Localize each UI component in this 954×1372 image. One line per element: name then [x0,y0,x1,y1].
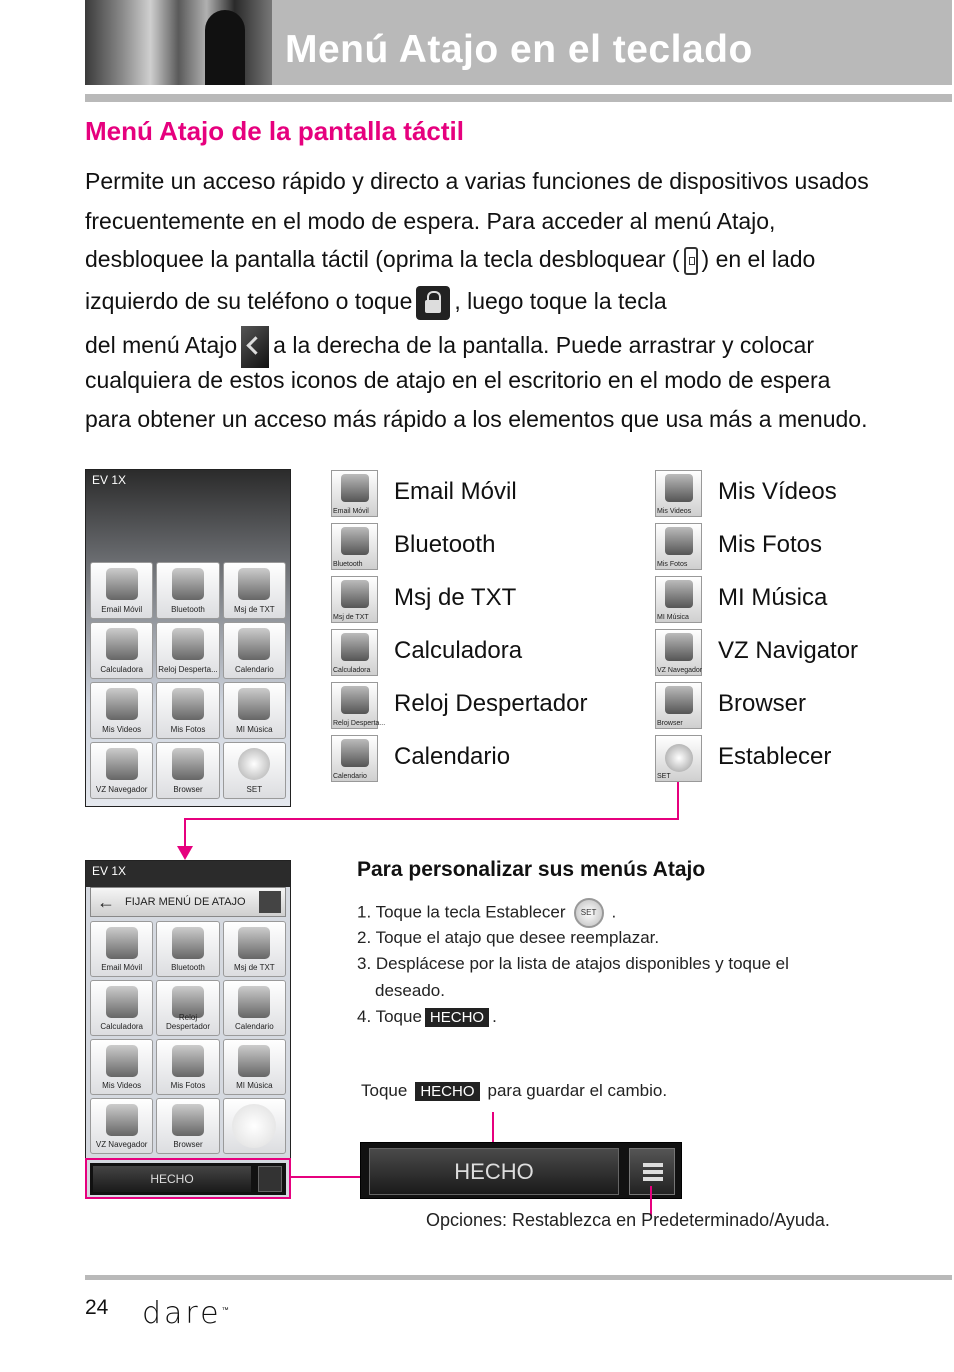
shortcut-cell-label: Browser [173,1140,203,1149]
shortcut-cell[interactable] [156,682,219,739]
done-button[interactable]: HECHO [93,1166,251,1192]
shortcut-cell-label: Email Móvil [101,605,143,614]
page-title: Menú Atajo en el teclado [285,28,753,71]
shortcut-cell[interactable] [223,1039,286,1095]
connector-arrow-icon [177,846,193,860]
shortcut-label: Mis Vídeos [718,478,837,505]
status-bar [86,861,290,883]
intro-line-6: cualquiera de estos iconos de atajo en el escritorio en el modo de espera [85,367,831,393]
shortcut-icon [172,927,204,959]
shortcut-icon-caption: Calculadora [333,667,371,674]
shortcut-icon [106,568,138,600]
shortcut-glyph-icon [341,686,369,714]
shortcut-icon-caption: Mis Fotos [657,561,688,568]
shortcut-cell-label: Calculadora [100,1022,144,1031]
shortcut-cell[interactable] [156,1039,219,1095]
intro-line-2: frecuentemente en el modo de espera. Para acceder al menú Atajo, [85,208,776,234]
shortcut-icon-caption: Msj de TXT [333,614,369,621]
shortcut-cell[interactable] [223,562,286,619]
shortcut-icon [238,688,270,720]
connector-line [184,818,679,820]
lock-icon [416,286,450,320]
set-icon: SET [574,898,604,928]
logo-tm: ™ [221,1306,232,1314]
footer-divider [85,1275,952,1280]
shortcut-icon-caption: SET [657,773,671,780]
shortcut-icon [106,1045,138,1077]
shortcut-cell-label: MI Música [236,1081,273,1090]
highlight-box [85,1158,291,1199]
shortcut-icon [331,470,378,517]
shortcut-icon [331,629,378,676]
done-button-large[interactable]: HECHO [369,1148,619,1195]
intro-line-4a: izquierdo de su teléfono o toque [85,288,413,315]
shortcut-glyph-icon [665,474,693,502]
shortcut-icon [238,748,270,780]
shortcut-label: Establecer [718,743,832,770]
shortcut-icon [331,576,378,623]
shortcut-glyph-icon [665,527,693,555]
intro-line-7: para obtener un acceso más rápido a los elementos que usa más a menudo. [85,406,868,432]
shortcut-cell-label: MI Música [236,725,273,734]
shortcut-label: Browser [718,690,807,717]
shortcut-cell[interactable] [90,921,153,977]
shortcut-icon [238,986,270,1018]
intro-line-5a: del menú Atajo [85,332,238,359]
shortcut-label: Calculadora [394,637,523,664]
shortcut-cell-label: VZ Navegador [95,1140,148,1149]
shortcut-cell[interactable] [223,682,286,739]
intro-line-5 [85,326,814,368]
shortcut-icon-caption: Reloj Desperta... [333,720,386,727]
done-badge: HECHO [425,1008,489,1027]
shortcut-label: MI Música [718,584,828,611]
done-bar-large [360,1142,682,1199]
shortcut-glyph-icon [665,744,693,772]
shortcut-icon [655,576,702,623]
dare-logo [142,1296,232,1331]
shortcut-cell[interactable] [90,562,153,619]
done-badge: HECHO [415,1082,479,1101]
shortcut-icon [655,523,702,570]
shortcut-cell-label: Mis Videos [102,1081,142,1090]
shortcut-icon [172,628,204,660]
shortcut-label: Mis Fotos [718,531,823,558]
shortcut-icon [238,1045,270,1077]
shortcut-cell[interactable] [90,742,153,799]
intro-line-1: Permite un acceso rápido y directo a varias funciones de dispositivos usados [85,168,869,194]
shortcut-icon [331,523,378,570]
shortcut-icon-caption: Bluetooth [333,561,363,568]
shortcut-cell[interactable] [90,622,153,679]
shortcut-glyph-icon [341,580,369,608]
customize-title: Para personalizar sus menús Atajo [357,858,706,881]
shortcut-cell-label: Calendario [234,1022,274,1031]
step-1-end: . [611,902,617,922]
shortcut-icon-caption: Calendario [333,773,367,780]
logo-text: dare [142,1296,222,1331]
shortcut-cell[interactable] [156,742,219,799]
shortcut-glyph-icon [665,686,693,714]
shortcut-glyph-icon [341,739,369,767]
step-4 [357,1007,497,1027]
save-note-a: Toque [361,1081,408,1100]
connector-line [677,782,679,820]
shortcut-icon [172,1045,204,1077]
shortcut-cell[interactable] [156,980,219,1036]
shortcut-cell-label: Mis Fotos [170,1081,206,1090]
shortcut-icon-caption: Mis Videos [657,508,692,515]
shortcut-glyph-icon [665,633,693,661]
step-3: 3. Desplácese por la lista de atajos disponibles y toque el [357,954,789,973]
shortcut-cell-label: Calendario [234,665,274,674]
shortcut-cell[interactable] [156,622,219,679]
shortcut-cell-label: Browser [173,785,203,794]
shortcut-icon [172,568,204,600]
step-1-text: 1. Toque la tecla Establecer [357,902,566,922]
shortcut-cell-label: Bluetooth [171,963,205,972]
shortcut-cell[interactable] [90,682,153,739]
status-network: EV 1X [92,864,127,878]
shortcut-cell[interactable] [223,980,286,1036]
shortcut-label: Reloj Despertador [394,690,588,717]
shortcut-label: VZ Navigator [718,637,859,664]
intro-line-3 [85,246,815,275]
shortcut-icon-caption: VZ Navegador [657,667,703,674]
step-2: 2. Toque el atajo que desee reemplazar. [357,928,660,947]
shortcut-cell[interactable] [156,1098,219,1154]
shortcut-cell-label: Mis Fotos [170,725,206,734]
shortcut-cell[interactable] [223,742,286,799]
back-arrow-icon[interactable]: ← [97,892,115,912]
shortcut-label: Calendario [394,743,511,770]
intro-line-3a: desbloquee la pantalla táctil (oprima la tecla desbloquear ( [85,246,680,272]
shortcut-arrow-icon [241,326,269,368]
shortcut-icon [172,1104,204,1136]
shortcut-icon [106,688,138,720]
shortcut-icon [238,927,270,959]
save-note [361,1081,667,1101]
shortcut-cell[interactable] [223,1098,286,1154]
shortcut-glyph-icon [665,580,693,608]
phone-screen-customize [85,860,291,1198]
shortcut-cell[interactable] [223,921,286,977]
connector-line [291,1176,361,1178]
shortcut-cell-label: Calculadora [100,665,144,674]
shortcut-cell[interactable] [156,921,219,977]
shortcut-grid [90,562,286,799]
intro-line-3b: ) en el lado [701,246,816,272]
shortcut-icon [232,1104,276,1148]
shortcut-icon [106,986,138,1018]
shortcut-icon [106,927,138,959]
nav-bar [90,887,286,917]
step-3-cont: deseado. [375,981,445,1000]
shortcut-icon [238,628,270,660]
shortcut-icon-caption: MI Música [657,614,689,621]
shortcut-cell-label: Mis Videos [102,725,142,734]
shortcut-icon [331,682,386,729]
shortcut-glyph-icon [341,474,369,502]
nav-title: FIJAR MENÚ DE ATAJO [125,896,246,908]
home-icon[interactable] [259,891,281,913]
save-note-b: para guardar el cambio. [487,1081,668,1100]
shortcut-icon [238,568,270,600]
shortcut-cell-label: Reloj Desperta... [158,665,218,674]
shortcut-cell[interactable] [90,1098,153,1154]
step-1 [357,898,616,928]
shortcut-cell-label: Bluetooth [171,605,205,614]
shortcut-label: Msj de TXT [394,584,517,611]
header-photo [85,0,272,85]
shortcut-glyph-icon [341,633,369,661]
shortcut-icon [106,628,138,660]
shortcut-cell[interactable] [90,980,153,1036]
shortcut-icon [106,1104,138,1136]
phone-screen-shortcut-menu [85,469,291,807]
shortcut-cell[interactable] [223,622,286,679]
shortcut-grid [90,921,286,1154]
shortcut-cell-label: SET [246,785,263,794]
connector-line [492,1112,494,1144]
options-menu-icon[interactable] [629,1148,675,1195]
shortcut-icon [655,682,702,729]
shortcut-label: Email Móvil [394,478,517,505]
section-subtitle: Menú Atajo de la pantalla táctil [85,116,464,146]
page-number: 24 [85,1296,109,1319]
shortcut-icon [655,470,702,517]
shortcut-cell[interactable] [156,562,219,619]
shortcut-icon-caption: Email Móvil [333,508,369,515]
shortcut-icon [106,748,138,780]
shortcut-icon [655,735,702,782]
shortcut-cell[interactable] [90,1039,153,1095]
intro-line-4b: , luego toque la tecla [454,288,667,315]
shortcut-cell-label: Reloj Despertador [165,1013,210,1031]
shortcut-label: Bluetooth [394,531,496,558]
shortcut-cell-label: VZ Navegador [95,785,148,794]
shortcut-icon [655,629,702,676]
shortcut-icon [331,735,378,782]
shortcut-glyph-icon [341,527,369,555]
shortcut-cell-label: Email Móvil [101,963,143,972]
shortcut-cell-label: Msj de TXT [233,605,275,614]
options-note: Opciones: Restablezca en Predeterminado/Ayuda. [426,1210,830,1230]
status-network: EV 1X [92,473,127,487]
shortcut-cell-label: Msj de TXT [233,963,275,972]
header-divider [85,94,952,102]
shortcut-icon [172,748,204,780]
step-4-end: . [492,1007,497,1026]
step-4-text: 4. Toque [357,1007,422,1026]
shortcut-icon [172,688,204,720]
intro-line-4 [85,286,667,320]
unlock-key-icon [684,247,698,275]
status-bar [86,470,290,492]
shortcut-icon-caption: Browser [657,720,683,727]
intro-line-5b: a la derecha de la pantalla. Puede arrastrar y colocar [273,332,814,359]
